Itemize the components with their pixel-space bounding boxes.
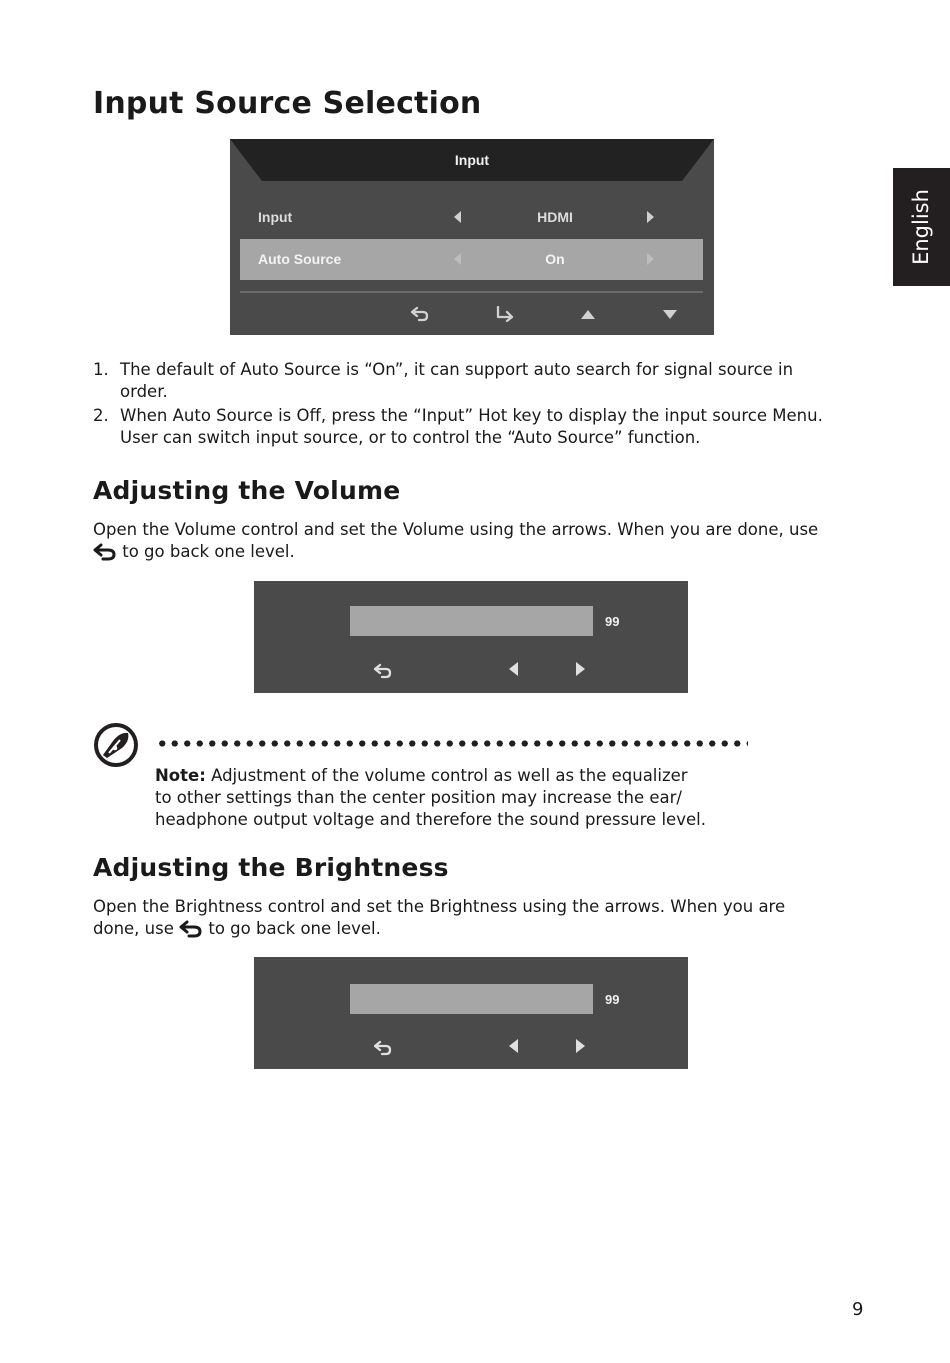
osd-row-value: HDMI — [537, 209, 573, 225]
osd-brightness-control — [254, 957, 688, 1069]
down-arrow-icon[interactable] — [663, 310, 677, 319]
osd-volume-control — [254, 581, 688, 693]
note-text: Note: Adjustment of the volume control as well as the equalizer to other settings than the center position may increase the ear/ headphone output voltage and therefore the sound pressure level. — [155, 766, 706, 829]
volume-description: Open the Volume control and set the Volume using the arrows. When you are done, use to go back one level. — [93, 520, 819, 561]
left-arrow-icon[interactable] — [454, 211, 462, 223]
left-arrow-icon[interactable] — [454, 253, 462, 265]
back-icon — [179, 920, 203, 938]
list-item-line: The default of Auto Source is “On”, it can support auto search for signal source in — [120, 360, 794, 379]
volume-value: 99 — [605, 614, 620, 629]
list-item: 2. When Auto Source is Off, press the “Input” Hot key to display the input source Menu. User can switch input source, or to control the “Auto Source” function. — [93, 406, 823, 447]
page-number: 9 — [852, 1299, 864, 1320]
back-icon[interactable] — [411, 306, 429, 322]
auto-source-notes-list — [93, 359, 883, 449]
osd-row-input[interactable] — [240, 197, 703, 237]
list-item: 1. The default of Auto Source is “On”, it can support auto search for signal source in order. — [93, 360, 794, 401]
note-pen-icon — [93, 722, 141, 768]
brightness-description: Open the Brightness control and set the Brightness using the arrows. When you are done, use to go back one level. — [93, 897, 786, 938]
back-icon — [93, 543, 117, 561]
up-arrow-icon[interactable] — [581, 310, 595, 319]
note-label: Note: — [155, 766, 206, 785]
back-icon[interactable] — [374, 663, 392, 679]
language-tab — [893, 168, 950, 286]
volume-slider[interactable] — [350, 606, 593, 636]
note-divider — [156, 740, 748, 747]
section-title-brightness: Adjusting the Brightness — [93, 853, 449, 882]
right-arrow-icon[interactable] — [646, 211, 654, 223]
volume-slider-fill — [350, 606, 591, 636]
brightness-value: 99 — [605, 992, 620, 1007]
language-tab-label: English — [909, 189, 933, 265]
section-title-input-source: Input Source Selection — [93, 86, 482, 121]
osd-row-auto-source[interactable] — [240, 239, 703, 280]
osd-row-label: Input — [258, 209, 293, 225]
list-item-line: User can switch input source, or to control the “Auto Source” function. — [120, 428, 701, 447]
section-title-volume: Adjusting the Volume — [93, 476, 401, 505]
enter-icon[interactable] — [495, 306, 515, 322]
osd-divider — [240, 291, 703, 293]
osd-row-label: Auto Source — [258, 251, 342, 267]
brightness-slider[interactable] — [350, 984, 593, 1014]
list-item-line: order. — [120, 382, 168, 401]
osd-header-title: Input — [454, 152, 490, 168]
right-arrow-icon[interactable] — [576, 662, 585, 676]
list-item-line: When Auto Source is Off, press the “Input” Hot key to display the input source Menu. — [120, 406, 823, 425]
brightness-slider-fill — [350, 984, 591, 1014]
back-icon[interactable] — [374, 1040, 392, 1056]
osd-row-value: On — [545, 251, 565, 267]
right-arrow-icon[interactable] — [576, 1039, 585, 1053]
left-arrow-icon[interactable] — [509, 1039, 518, 1053]
right-arrow-icon[interactable] — [646, 253, 654, 265]
osd-input-menu — [230, 139, 714, 335]
left-arrow-icon[interactable] — [509, 662, 518, 676]
